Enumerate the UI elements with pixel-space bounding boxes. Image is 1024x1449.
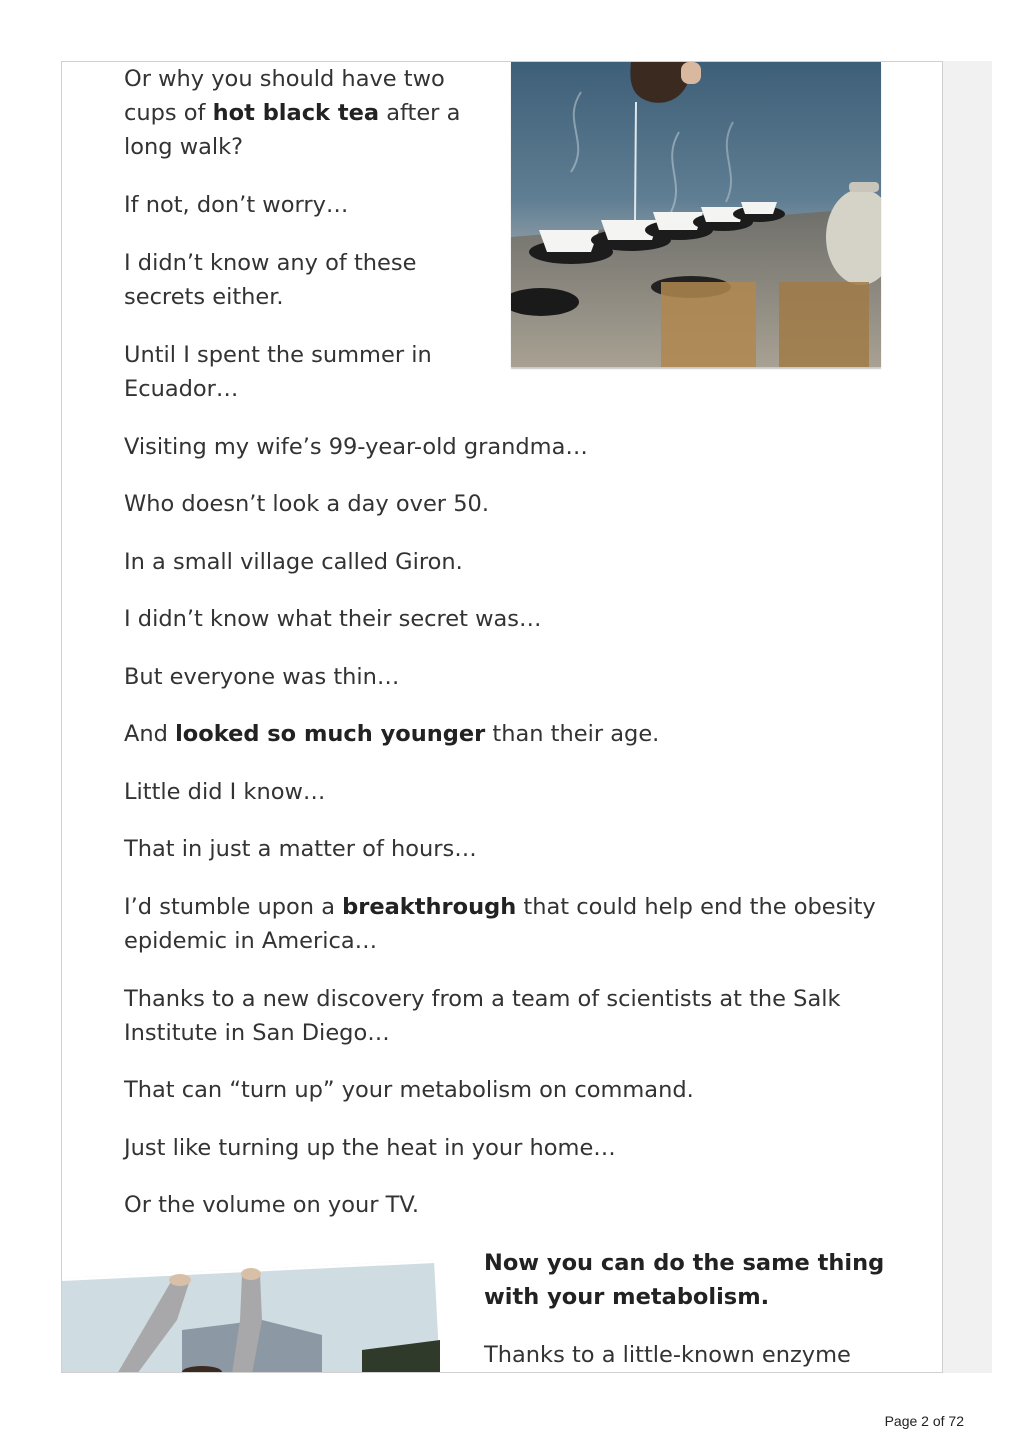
bold-phrase: breakthrough [342,894,517,920]
page-number: Page 2 of 72 [884,1413,964,1429]
paragraph: Who doesn’t look a day over 50. [124,491,489,517]
paragraph: I didn’t know what their secret was… [124,606,542,632]
paragraph: Until I spent the summer in Ecuador… [124,342,432,402]
paragraph: Or the volume on your TV. [124,1192,420,1218]
document-page [61,61,943,1373]
paragraph: In a small village called Giron. [124,549,463,575]
tea-pouring-photo [511,62,881,367]
paragraph-tea-question [124,62,460,164]
paragraph-younger: And looked so much younger than their age. [124,721,660,747]
paragraph: Little did I know… [124,779,326,805]
paragraph: If not, don’t worry… [124,192,349,218]
paragraph: Thanks to a new discovery from a team of scientists at the Salk Institute in San Diego… [124,986,841,1046]
paragraph: That can “turn up” your metabolism on command. [124,1077,694,1103]
paragraph: That in just a matter of hours… [124,836,477,862]
text-line: cups of hot black tea after a [124,100,461,126]
paragraph: Thanks to a little-known enzyme [484,1342,851,1368]
paragraph: I didn’t know any of these secrets either. [124,250,417,310]
bold-phrase: looked so much younger [175,721,486,747]
bold-phrase: hot black tea [212,100,380,126]
page-gutter [943,61,992,1373]
text-line: Or why you should have two [124,66,445,92]
legs-raised-photo [62,1260,440,1373]
paragraph-breakthrough: I’d stumble upon a breakthrough that could help end the obesity epidemic in America… [124,894,876,954]
paragraph: But everyone was thin… [124,664,400,690]
text-line: long walk? [124,134,244,160]
paragraph-metabolism-heading: Now you can do the same thing with your metabolism. [484,1250,885,1310]
paragraph: Visiting my wife’s 99-year-old grandma… [124,434,588,460]
paragraph: Just like turning up the heat in your home… [124,1135,616,1161]
